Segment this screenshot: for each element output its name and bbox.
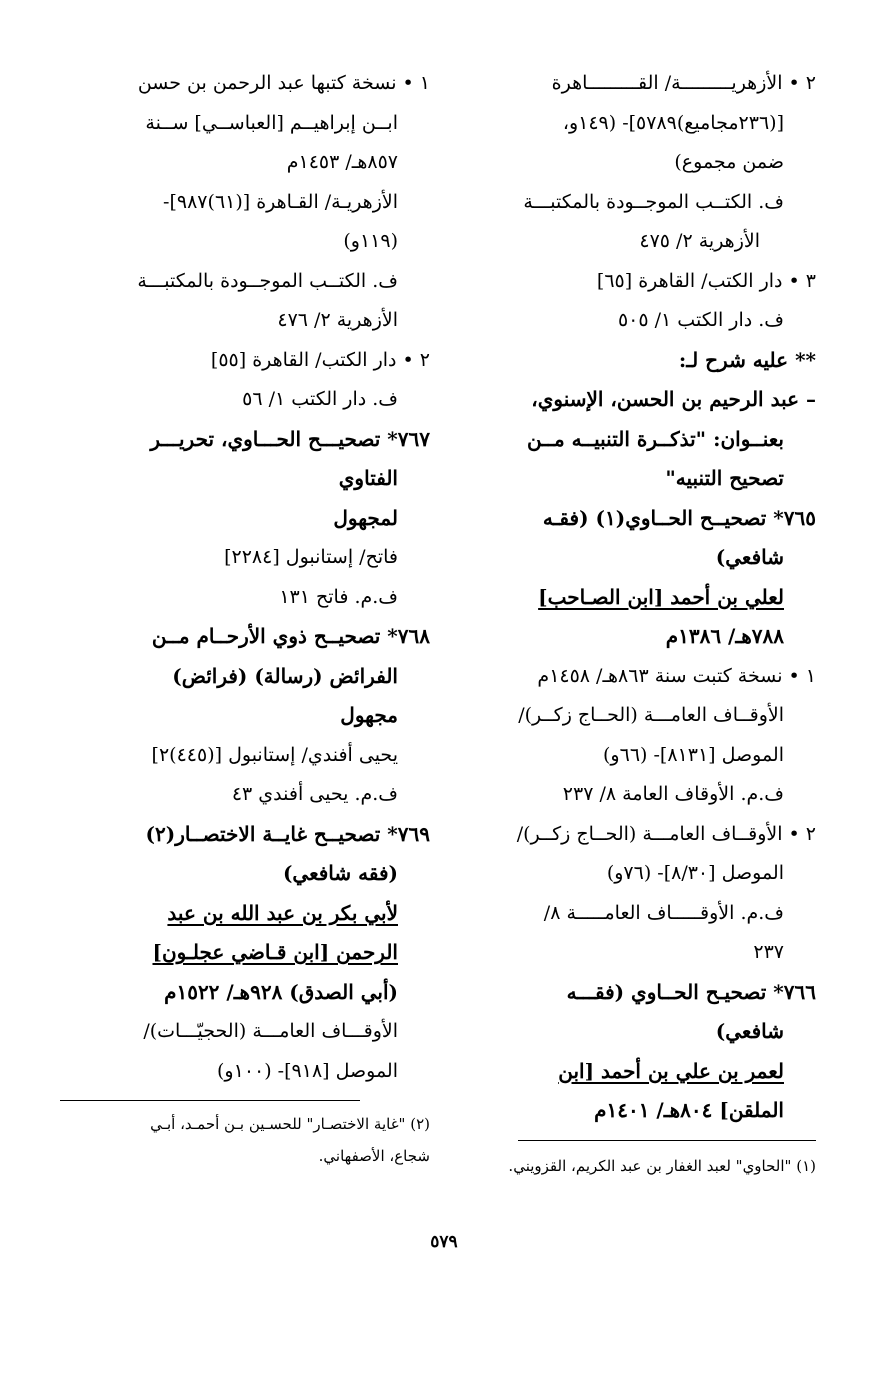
left-column-line: الأزهرية ٢/ ٤٧٦ — [277, 309, 398, 331]
left-column-line: ف.م. فاتح ١٣١ — [279, 585, 398, 608]
left-column-line: ٢ • دار الكتب/ القاهرة [٥٥] — [210, 348, 430, 371]
left-column-line: الموصل [٩١٨]- (١٠٠و) — [217, 1059, 398, 1082]
left-column-line: الأزهريـة/ القـاهرة [(٦١)٩٨٧]- — [163, 190, 398, 213]
left-column-line: ٨٥٧هـ/ ١٤٥٣م — [286, 151, 398, 173]
footnote-divider-right — [518, 1140, 816, 1141]
right-column-line: الموصل [٨١٣١]- (٦٦و) — [603, 743, 784, 766]
right-column-line: لعمر بن علي بن أحمد [ابن — [558, 1058, 784, 1083]
left-column-line: لأبي بكر بن عبد الله بن عبد — [167, 900, 398, 925]
left-column-line: ١ • نسخة كتبها عبد الرحمن بن حسن — [137, 72, 430, 94]
left-column-line: ف. دار الكتب ١/ ٥٦ — [242, 388, 398, 410]
right-column-line: ٧٨٨هـ/ ١٣٨٦م — [665, 624, 784, 648]
page-number: ٥٧٩ — [430, 1232, 458, 1252]
left-column-line: فاتح/ إستانبول [٢٢٨٤] — [224, 546, 398, 568]
left-column-line: الرحمن [ابن قـاضي عجلـون] — [152, 940, 398, 964]
right-column-line: ٣ • دار الكتب/ القاهرة [٦٥] — [596, 269, 816, 292]
right-column-line: – عبد الرحيم بن الحسن، الإسنوي، — [531, 387, 816, 411]
left-column-line: (أبي الصدق) ٩٢٨هـ/ ١٥٢٢م — [164, 979, 398, 1004]
right-column-line: ف.م. الأوقـــــاف العامـــــة ٨/ — [543, 901, 784, 924]
footnote-line: (٢) "غاية الاختصـار" للحسـين بـن أحمـد، أبـي — [150, 1115, 430, 1133]
right-column-line: بعنــوان: "تذكــرة التنبيــه مــن — [527, 426, 784, 451]
right-column-line: [(٢٣٦مجاميع)٥٧٨٩]- (١٤٩و، — [562, 111, 784, 134]
left-column-line: الفرائض (رسالة) (فرائض) — [172, 663, 398, 688]
left-column-line: ابــن إبراهيــم [العباســي] ســنة — [145, 111, 398, 134]
right-column-line: الموصل [٨/٣٠]- (٧٦و) — [606, 862, 784, 884]
right-column-line: ف. الكتــب الموجــودة بالمكتبـــة — [523, 190, 784, 213]
right-column-line: الأوقــاف العامـــة (الحــاج زكــر)/ — [518, 704, 784, 726]
left-column-line: ف.م. يحيى أفندي ٤٣ — [231, 783, 398, 805]
right-column-line: ٢ • الأزهريـــــــــة/ القـــــــــاهرة — [551, 72, 816, 94]
right-column — [466, 64, 816, 1131]
right-column-line: الأزهرية ٢/ ٤٧٥ — [639, 230, 760, 252]
right-column-line: ف.م. الأوقاف العامة ٨/ ٢٣٧ — [562, 783, 784, 805]
footnote-line: شجاع، الأصفهاني. — [318, 1147, 430, 1165]
footnote-divider-left — [60, 1100, 360, 1101]
left-column-line: ٧٦٩* تصحيــح غايــة الاختصــار(٢) — [145, 821, 430, 846]
footnote-left — [60, 1108, 430, 1172]
right-column-line: الملقن] ٨٠٤هـ/ ١٤٠١م — [594, 1098, 784, 1122]
right-column-line: ١ • نسخة كتبت سنة ٨٦٣هـ/ ١٤٥٨م — [537, 664, 816, 687]
right-column-line: ضمن مجموع) — [674, 151, 784, 173]
right-column-line: لعلي بن أحمد [ابن الصـاحب] — [538, 584, 784, 609]
right-column-line: شافعي) — [715, 1019, 784, 1043]
left-column-line: ف. الكتــب الموجــودة بالمكتبـــة — [137, 269, 398, 292]
left-column — [60, 64, 430, 1091]
right-column-line: شافعي) — [715, 545, 784, 569]
left-column-line: (فقه شافعي) — [282, 861, 398, 885]
right-column-line: ٢ • الأوقــاف العامـــة (الحــاج زكــر)/ — [516, 822, 816, 845]
left-column-line: مجهول — [340, 703, 398, 727]
right-column-line: ف. دار الكتب ١/ ٥٠٥ — [617, 309, 784, 331]
right-column-line: ٧٦٥* تصحيــح الحــاوي(١) (فقـه — [542, 505, 816, 530]
right-column-line: تصحيح التنبيه" — [665, 466, 784, 490]
left-column-line: ٧٦٧* تصحيـــح الحـــاوي، تحريـــر — [150, 426, 430, 451]
right-column-line: ** عليه شرح لـ: — [678, 347, 816, 372]
right-column-line: ٢٣٧ — [753, 941, 784, 963]
left-column-line: (١١٩و) — [343, 230, 398, 252]
left-column-line: الأوقـــاف العامـــة (الحجيّـــات)/ — [143, 1020, 398, 1042]
left-column-line: ٧٦٨* تصحيــح ذوي الأرحــام مــن — [151, 624, 430, 648]
left-column-line: الفتاوي — [338, 466, 398, 490]
left-column-line: يحيى أفندي/ إستانبول [(٤٤٥)٢] — [151, 743, 398, 766]
right-column-line: ٧٦٦* تصحيـح الحــاوي (فقـــه — [566, 979, 816, 1004]
footnote-right — [466, 1150, 816, 1182]
left-column-line: لمجهول — [333, 505, 398, 530]
footnote-line: (١) "الحاوي" لعبد الغفار بن عبد الكريم، القزويني. — [508, 1157, 816, 1175]
